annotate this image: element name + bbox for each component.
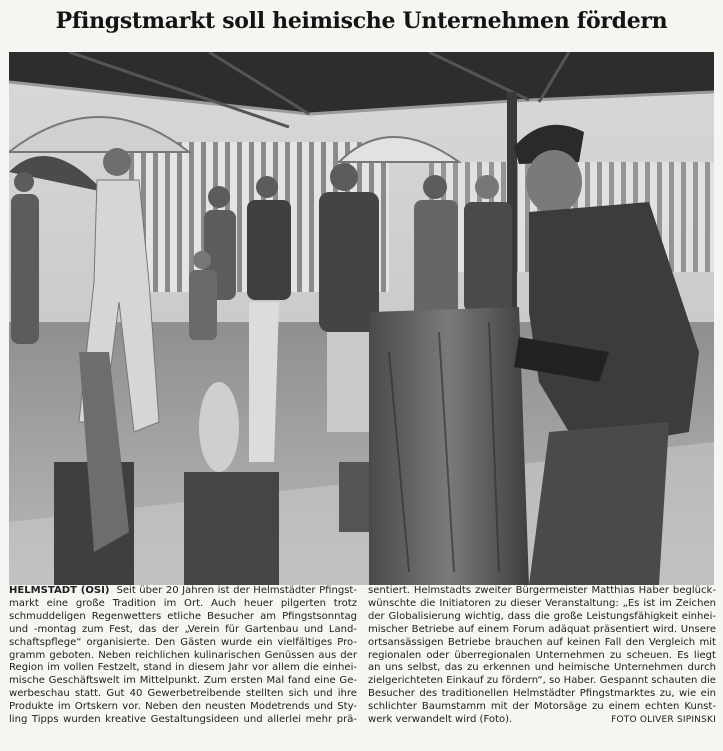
article-column-1 [9, 585, 357, 727]
article-line: regionalen oder überregionalen Unternehmen zu scheuen. Es liegt [368, 649, 716, 661]
article-line: Region im vollen Festzelt, stand in diesem Jahr vor allem die einhei- [9, 662, 357, 674]
article-line: schlichter Baumstamm mit der Motorsäge zu einem echten Kunst- [368, 701, 716, 713]
article-line: der Globalisierung wichtig, dass die große Leistungsfähigkeit einhei- [368, 610, 716, 622]
article-line: Besucher des traditionellen Helmstädter Pfingstmarktes zu, wie ein [368, 688, 716, 700]
dateline: HELMSTADT (OSI) [9, 585, 110, 596]
article-line: werk verwandelt wird (Foto). FOTO OLIVER SIPINSKI [368, 714, 716, 726]
market-scene-illustration [9, 52, 714, 585]
article-line: an uns selbst, das zu erkennen und heimische Unternehmen durch [368, 662, 716, 674]
article-line: zielgerichteten Einkauf zu fördern“, so Haber. Gespannt schauten die [368, 675, 716, 687]
article-line: markt eine große Tradition im Ort. Auch heuer pilgerten trotz [9, 597, 357, 609]
article-line: und -montag zum Fest, das der „Verein für Gartenbau und Land- [9, 623, 357, 635]
article-line: gramm geboten. Neben reichlichen kulinarischen Genüssen aus der [9, 649, 357, 661]
article-line: mischer Betriebe auf einem Forum adäquat präsentiert wird. Unsere [368, 623, 716, 635]
article-line: ling Tipps wurden kreative Gestaltungsideen und allerlei mehr prä- [9, 714, 357, 726]
article-line: mische Geschäftswelt im Mittelpunkt. Zum ersten Mal fand eine Ge- [9, 675, 357, 687]
article-line: schmuddeligen Regenwetters etliche Besucher am Pfingstsonntag [9, 610, 357, 622]
article-line: schaftspflege“ organisierte. Den Gästen wurde ein vielfältiges Pro- [9, 636, 357, 648]
article-line: wünschte die Initiatoren zu dieser Veranstaltung: „Es ist im Zeichen [368, 597, 716, 609]
article-line: sentiert. Helmstadts zweiter Bürgermeister Matthias Haber beglück- [368, 585, 716, 596]
article-photo [9, 52, 714, 585]
article-line: werbeschau statt. Gut 40 Gewerbetreibende stellten sich und ihre [9, 688, 357, 700]
photo-credit: FOTO OLIVER SIPINSKI [611, 715, 716, 726]
article-line: ortsansässigen Betriebe brauchen auf keinen Fall den Vergleich mit [368, 636, 716, 648]
article-line: Produkte im Ortskern vor. Neben den neusten Modetrends und Sty- [9, 701, 357, 713]
article-line: HELMSTADT (OSI) Seit über 20 Jahren ist der Helmstädter Pfingst- [9, 585, 357, 596]
headline: Pfingstmarkt soll heimische Unternehmen fördern [55, 8, 668, 34]
article-column-2 [368, 585, 716, 727]
